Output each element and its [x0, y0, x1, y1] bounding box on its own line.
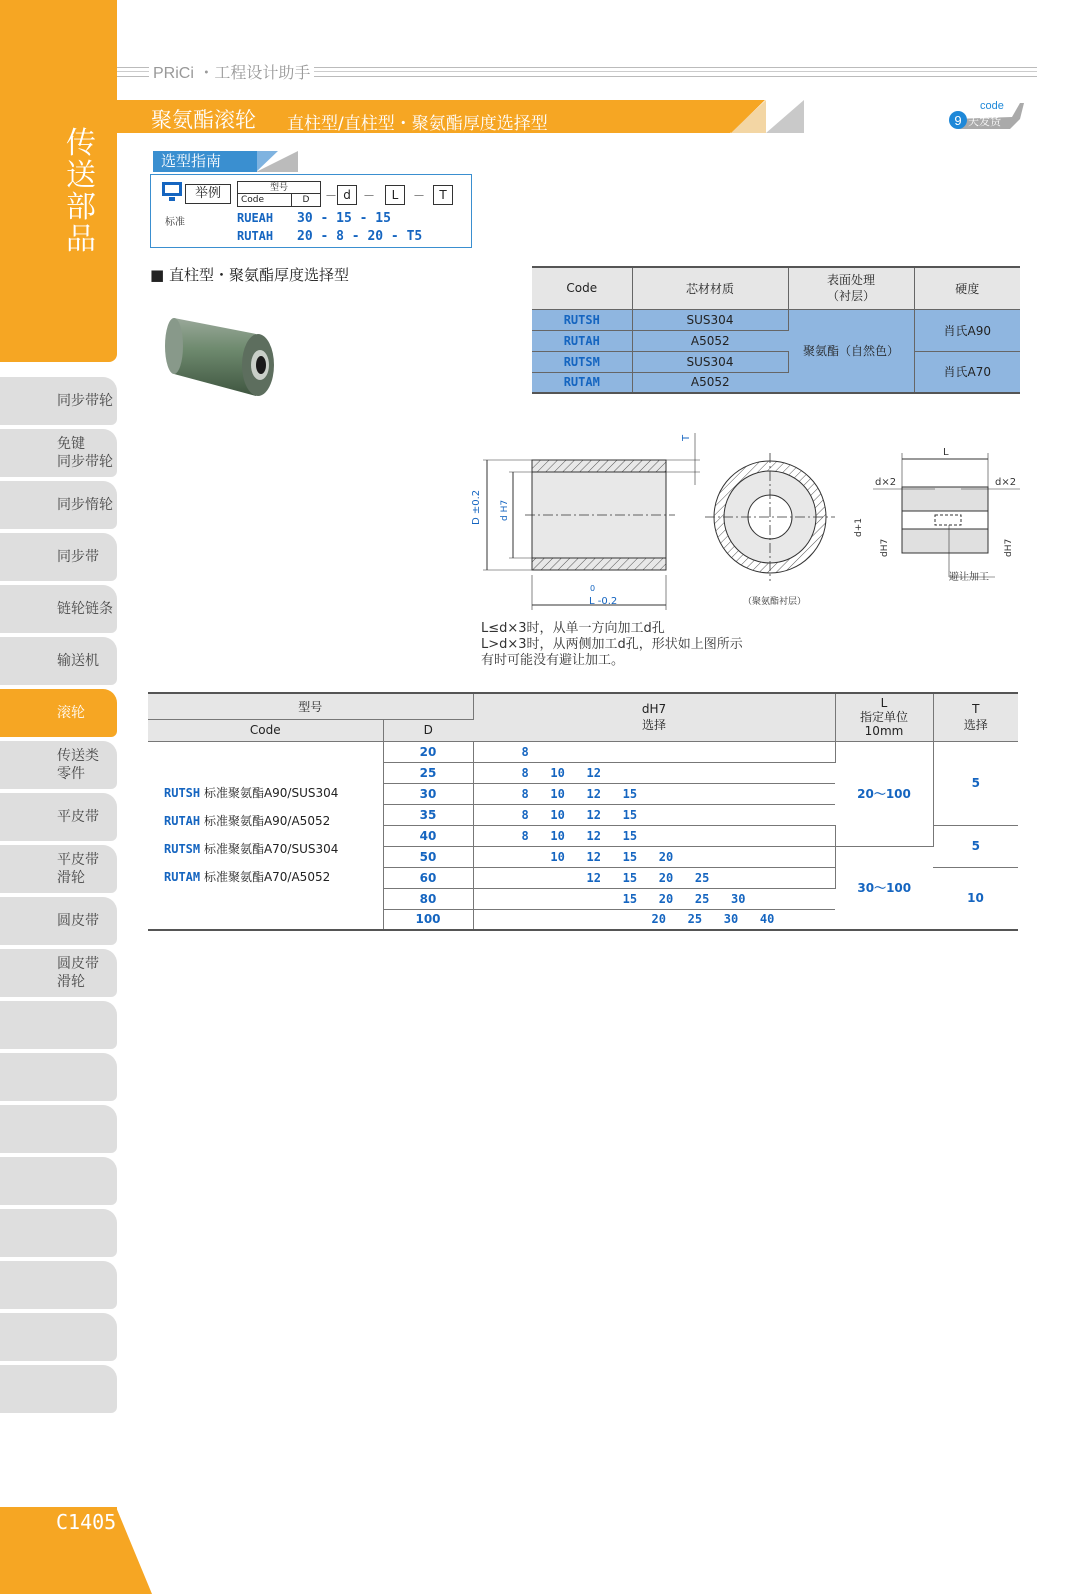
- sidebar-tab[interactable]: 平皮带 滑轮: [0, 845, 117, 893]
- size-d-options: 8 10 12: [473, 762, 835, 783]
- svg-text:L: L: [943, 447, 949, 458]
- field-L: L: [385, 185, 405, 205]
- model-box: 型号 Code D: [237, 181, 321, 207]
- size-T-1: 5: [933, 741, 1018, 825]
- size-d-options: 8 10 12 15: [473, 783, 835, 804]
- sidebar-tab-empty: [0, 1261, 117, 1309]
- size-d-options: 12 15 20 25: [473, 867, 835, 888]
- sidebar-tab[interactable]: 传送类 零件: [0, 741, 117, 789]
- size-header-D: D: [383, 719, 473, 741]
- sidebar-tab[interactable]: 圆皮带: [0, 897, 117, 945]
- example-2-code: RUTAH: [237, 229, 274, 243]
- sidebar-tab[interactable]: 同步惰轮: [0, 481, 117, 529]
- size-D: 40: [383, 825, 473, 846]
- svg-text:d H7: d H7: [500, 499, 510, 521]
- sidebar-header: [0, 0, 117, 362]
- spec-core: A5052: [632, 330, 788, 351]
- spec-surface: 聚氨酯（自然色）: [788, 309, 914, 393]
- svg-text:避让加工: 避让加工: [949, 572, 989, 583]
- size-header-T: T 选择: [933, 693, 1018, 741]
- sidebar-tab-empty: [0, 1209, 117, 1257]
- size-D: 30: [383, 783, 473, 804]
- sidebar-tab[interactable]: 输送机: [0, 637, 117, 685]
- sidebar-tab[interactable]: 链轮链条: [0, 585, 117, 633]
- size-D: 80: [383, 888, 473, 909]
- size-header-model: 型号: [148, 693, 473, 719]
- size-header-code: Code: [148, 719, 383, 741]
- size-header-L: L 指定单位 10mm: [835, 693, 933, 741]
- svg-text:D ±0.2: D ±0.2: [471, 489, 482, 525]
- size-table: [148, 692, 1018, 931]
- sidebar-tab[interactable]: 同步带: [0, 533, 117, 581]
- svg-text:0: 0: [590, 584, 596, 593]
- size-D: 50: [383, 846, 473, 867]
- svg-text:T: T: [681, 434, 692, 441]
- sidebar: [0, 0, 117, 1594]
- svg-text:dH7: dH7: [1004, 538, 1014, 557]
- spec-hardness-a90: 肖氏A90: [914, 309, 1020, 351]
- delivery-badge: [946, 99, 1026, 135]
- svg-text:L -0.2: L -0.2: [589, 596, 618, 607]
- sidebar-tab-empty: [0, 1365, 117, 1413]
- size-D: 20: [383, 741, 473, 762]
- size-T-2: 5: [933, 825, 1018, 867]
- spec-code: RUTAM: [532, 372, 632, 393]
- spec-core: A5052: [632, 372, 788, 393]
- sidebar-title: 传送部品: [66, 126, 96, 257]
- code-list: RUTSH 标准聚氨酯A90/SUS304 RUTAH 标准聚氨酯A90/A5052 RUTSM 标准聚氨酯A70/SUS304 RUTAM 标准聚氨酯A70/A5052: [148, 741, 383, 930]
- spec-header-core: 芯材材质: [632, 267, 788, 309]
- size-d-options: 15 20 25 30: [473, 888, 835, 909]
- sidebar-tab[interactable]: 平皮带: [0, 793, 117, 841]
- spec-core: SUS304: [632, 351, 788, 372]
- svg-text:dH7: dH7: [880, 538, 890, 557]
- spec-code: RUTSM: [532, 351, 632, 372]
- size-L-range-1: 20～100: [835, 741, 933, 846]
- spec-table: [532, 266, 1020, 394]
- brand-header: [117, 63, 1037, 81]
- spec-hardness-a70: 肖氏A70: [914, 351, 1020, 393]
- sidebar-tab-empty: [0, 1001, 117, 1049]
- svg-text:d×2: d×2: [995, 477, 1017, 488]
- page-subtitle: 直柱型/直柱型・聚氨酯厚度选择型: [287, 114, 548, 134]
- size-d-options: 10 12 15 20: [473, 846, 835, 867]
- std-label: 标准: [165, 217, 185, 228]
- page-title: 聚氨酯滚轮: [151, 108, 256, 132]
- size-d-options: 8 10 12 15: [473, 804, 835, 825]
- sidebar-tab-empty: [0, 1313, 117, 1361]
- plane-icon: [946, 99, 1026, 135]
- svg-text:code: code: [980, 100, 1004, 112]
- example-1-code: RUEAH: [237, 211, 274, 225]
- size-D: 60: [383, 867, 473, 888]
- sidebar-tab-empty: [0, 1157, 117, 1205]
- size-d-options: 8: [473, 741, 835, 762]
- svg-text:d×2: d×2: [875, 477, 897, 488]
- field-d: d: [337, 185, 357, 205]
- svg-text:（聚氨酯衬层）: （聚氨酯衬层）: [743, 597, 807, 607]
- page-number: C1405: [56, 1510, 117, 1534]
- svg-text:天发货: 天发货: [968, 115, 1001, 128]
- size-D: 100: [383, 909, 473, 930]
- monitor-icon: [161, 181, 185, 203]
- sidebar-tab-empty: [0, 1053, 117, 1101]
- machining-notes: L≤d×3时，从单一方向加工d孔 L>d×3时，从两侧加工d孔，形状如上图所示 有时可能没有避让加工。: [481, 621, 743, 668]
- size-D: 25: [383, 762, 473, 783]
- example-1-value: 30 - 15 - 15: [297, 211, 391, 226]
- roller-photo: [160, 304, 280, 404]
- svg-text:d+1: d+1: [854, 518, 864, 537]
- size-header-d: dH7 选择: [473, 693, 835, 741]
- sidebar-tab-empty: [0, 1105, 117, 1153]
- brand-text: PRiCi ・工程设计助手: [149, 60, 314, 83]
- dimension-drawing: [465, 425, 1025, 615]
- selection-guide-box: 举例 型号 Code D － d － L － T 标准 RUEAH 30 - 15 - 15 RUTAH 20 - 8 - 20 - T5: [150, 174, 472, 248]
- spec-core: SUS304: [632, 309, 788, 330]
- sidebar-tab[interactable]: 同步带轮: [0, 377, 117, 425]
- spec-header-hardness: 硬度: [914, 267, 1020, 309]
- spec-code: RUTSH: [532, 309, 632, 330]
- spec-code: RUTAH: [532, 330, 632, 351]
- size-T-3: 10: [933, 867, 1018, 930]
- sidebar-tab[interactable]: 滚轮: [0, 689, 117, 737]
- field-T: T: [433, 185, 453, 205]
- svg-text:9: 9: [954, 113, 962, 128]
- spec-header-code: Code: [532, 267, 632, 309]
- section-title: ■ 直柱型・聚氨酯厚度选择型: [150, 266, 349, 284]
- size-d-options: 8 10 12 15: [473, 825, 835, 846]
- sidebar-tab[interactable]: 免键 同步带轮: [0, 429, 117, 477]
- selection-guide-tab: 选型指南: [153, 151, 257, 172]
- example-label: 举例: [185, 184, 231, 204]
- size-d-options: 20 25 30 40: [473, 909, 835, 930]
- size-D: 35: [383, 804, 473, 825]
- size-L-range-2: 30～100: [835, 846, 933, 930]
- spec-header-surface: 表面处理 （衬层）: [788, 267, 914, 309]
- example-2-value: 20 - 8 - 20 - T5: [297, 229, 423, 244]
- sidebar-tab[interactable]: 圆皮带 滑轮: [0, 949, 117, 997]
